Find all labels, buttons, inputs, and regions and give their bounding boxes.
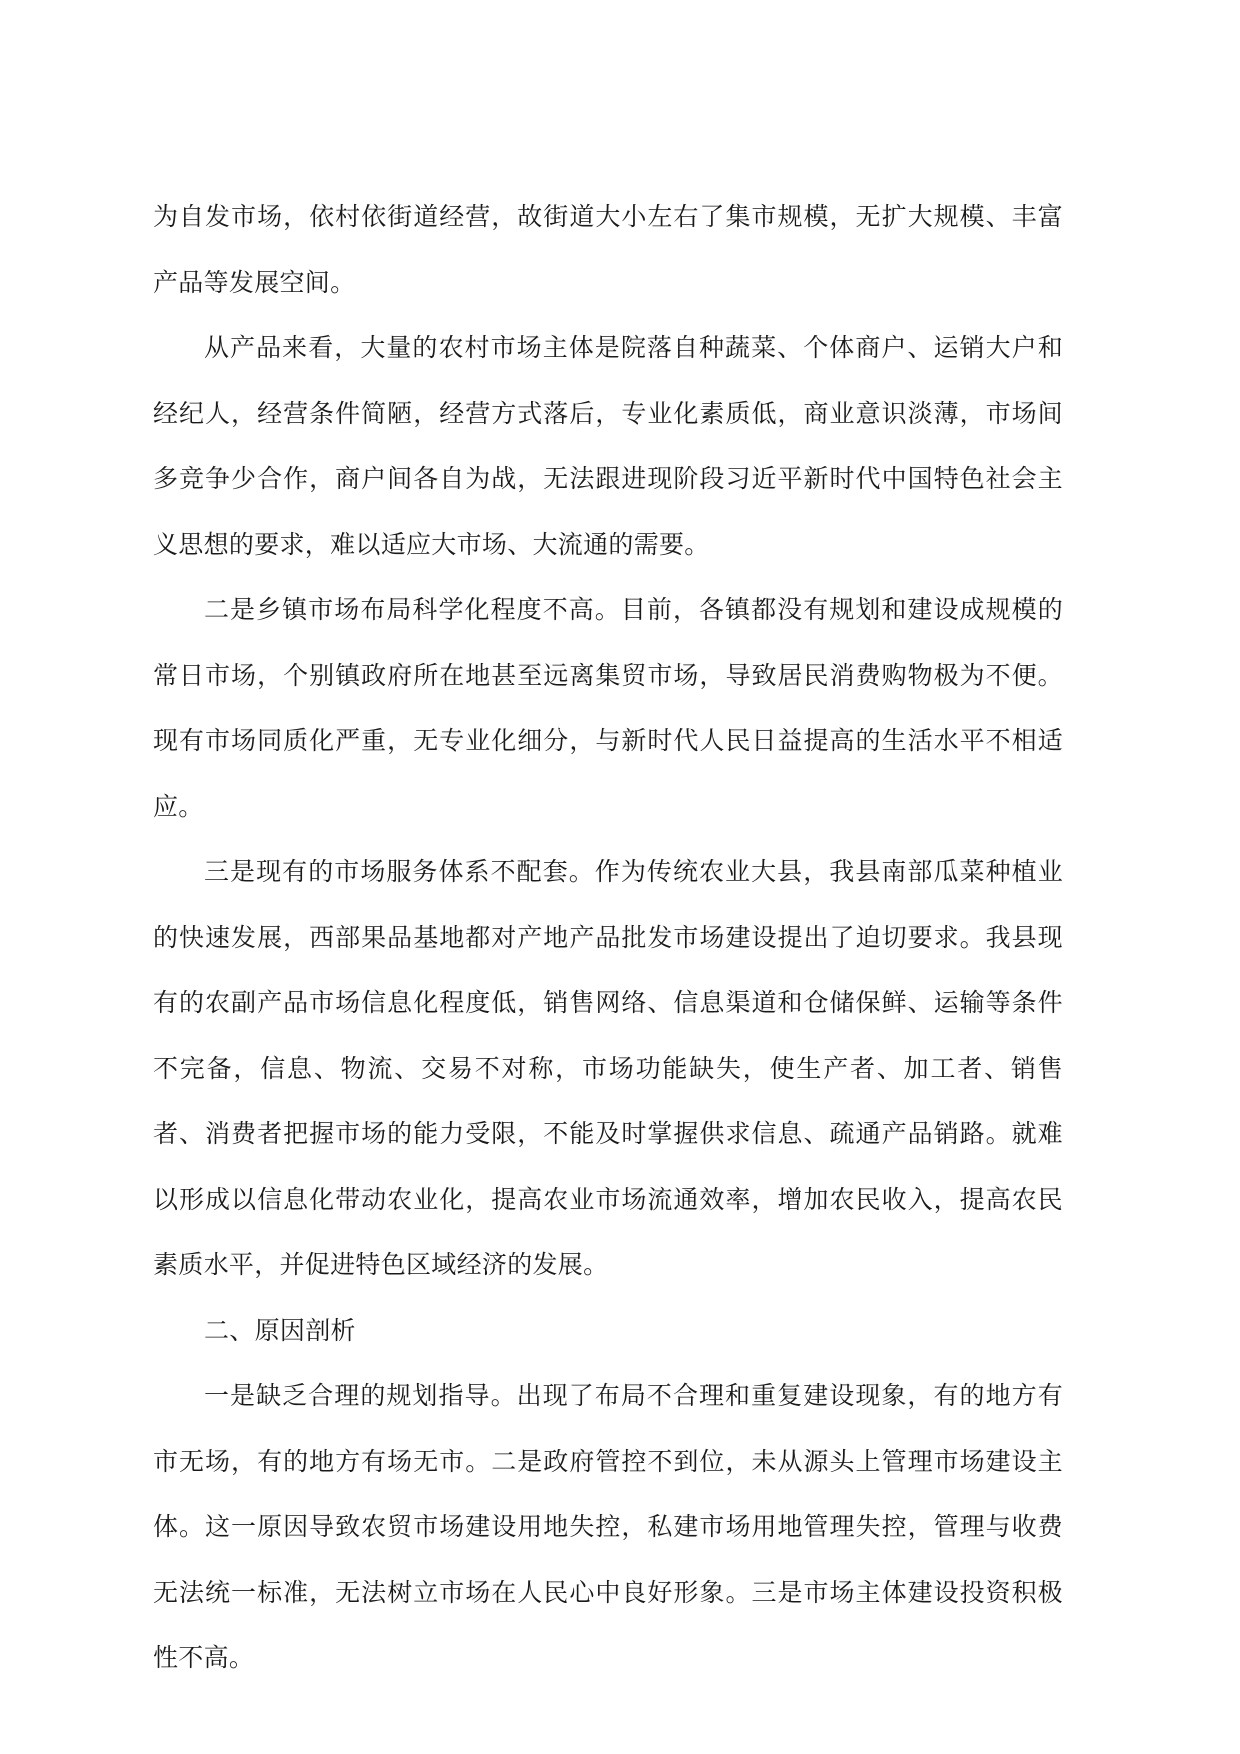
section-heading: 二、原因剖析 — [204, 1315, 356, 1345]
paragraph-2: 从产品来看，大量的农村市场主体是院落自种蔬菜、个体商户、运销大户和经纪人，经营条件简陋，经营方式落后，专业化素质低，商业意识淡薄，市场间多竞争少合作，商户间各自为战，无法跟进现阶段习近平新时代中国特色社会主义思想的要求，难以适应大市场、大流通的需要。 — [153, 333, 1063, 559]
paragraph-1: 为自发市场，依村依街道经营，故街道大小左右了集市规模，无扩大规模、丰富产品等发展空间。 — [153, 202, 1063, 297]
document-page — [153, 184, 1063, 1691]
paragraph-4: 三是现有的市场服务体系不配套。作为传统农业大县，我县南部瓜菜种植业的快速发展，西部果品基地都对产地产品批发市场建设提出了迫切要求。我县现有的农副产品市场信息化程度低，销售网络、信息渠道和仓储保鲜、运输等条件不完备，信息、物流、交易不对称，市场功能缺失，使生产者、加工者、销售者、消费者把握市场的能力受限，不能及时掌握供求信息、疏通产品销路。就难以形成以信息化带动农业化，提高农业市场流通效率，增加农民收入，提高农民素质水平，并促进特色区域经济的发展。 — [153, 857, 1063, 1279]
paragraph-3: 二是乡镇市场布局科学化程度不高。目前，各镇都没有规划和建设成规模的常日市场，个别镇政府所在地甚至远离集贸市场，导致居民消费购物极为不便。现有市场同质化严重，无专业化细分，与新时代人民日益提高的生活水平不相适应。 — [153, 595, 1063, 821]
paragraph-5: 一是缺乏合理的规划指导。出现了布局不合理和重复建设现象，有的地方有市无场，有的地方有场无市。二是政府管控不到位，未从源头上管理市场建设主体。这一原因导致农贸市场建设用地失控，私建市场用地管理失控，管理与收费无法统一标准，无法树立市场在人民心中良好形象。三是市场主体建设投资积极性不高。 — [153, 1381, 1063, 1672]
